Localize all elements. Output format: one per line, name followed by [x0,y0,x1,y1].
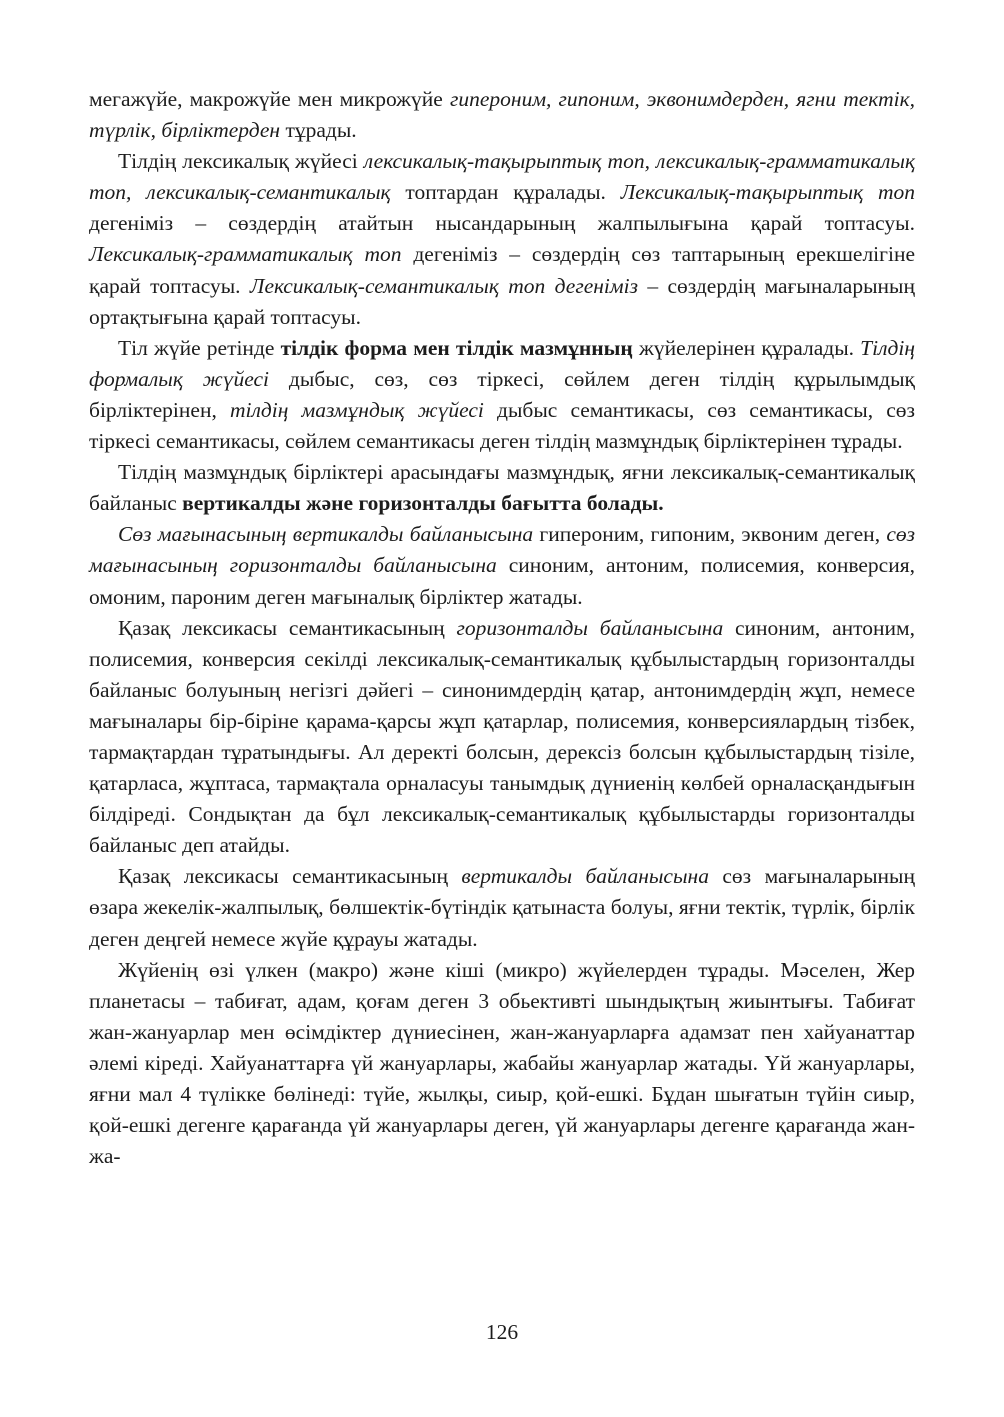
text-run: Қазақ лексикасы семантикасының [118,864,462,889]
text-run: – сөздердің мағыналарының ортақтығына қарай топтасуы. [89,273,915,329]
italic-text: тілдің мазмұндық жүйесі [229,397,484,422]
text-run: тұрады. [280,118,357,143]
italic-text: сөз мағынасының горизонталды байланысына [89,522,915,578]
text-run: Қазақ лексикасы семантикасының [118,615,457,640]
bold-text: вертикалды және горизонталды бағытта болады. [182,491,664,516]
paragraph [89,333,915,457]
paragraph [89,861,915,954]
italic-text: Лексикалық-тақырыптық топ [620,180,916,205]
italic-text: Лексикалық-семантикалық топ дегеніміз [249,273,638,298]
italic-text: горизонталды байланысына [456,615,724,640]
text-run: дегеніміз – сөздердің сөз таптарының ерекшелігіне қарай топтасуы. [89,242,916,298]
paragraph [89,457,915,519]
italic-text: Сөз мағынасының вертикалды байланысына [118,522,534,547]
text-run: жүйелерінен құралады. [632,335,861,360]
text-run: Тіл жүйе ретінде [118,335,281,360]
text-run: дыбыс, сөз, сөз тіркесі, сөйлем деген тілдің құрылымдық бірліктерінен, [89,366,916,422]
body-text [89,84,915,1172]
text-run: Тілдің мазмұндық бірліктері арасындағы мазмұндық, яғни лексикалық-семантикалық байланыс [89,460,915,516]
text-run: синоним, антоним, полисемия, конверсия секілді лексикалық-семантикалық құбылыстардың горизонталды байланыс болуының негізгі дәйегі – синонимдердің қатар, антонимдердің жұп, немесе мағыналары бір-біріне қарама-қарсы жұп қатарлар, полисемия, конверсиялардың тізбек, тармақтардан тұратындығы. Ал деректі болсын, дерексіз болсын құбылыстардың тізіле, қатарласа, жұптаса, тармақтала орналасуы танымдық дүниенің көлбей орналасқандығын білдіреді. Сондықтан да бұл лексикалық-семантикалық құбылыстарды горизонталды байланыс деп атайды. [89,615,915,858]
paragraph [89,146,915,333]
text-run: дыбыс семантикасы, сөз семантикасы, сөз тіркесі семантикасы, сөйлем семантикасы деген тілдің мазмұндық бірліктерінен тұрады. [89,397,915,454]
italic-text: Тілдің формалық жүйесі [89,335,915,391]
italic-text: Лексикалық-грамматикалық топ [89,242,402,267]
text-run: синоним, антоним, полисемия, конверсия, омоним, пароним деген мағыналық бірліктер жатады. [89,553,915,609]
text-run: Тілдің лексикалық жүйесі [118,149,364,174]
paragraph [89,613,915,862]
page-number: 126 [485,1320,519,1344]
text-run: дегеніміз – сөздердің атайтын нысандарының жалпылығына қарай топтасуы. [89,211,915,236]
text-run: топтардан құралады. [390,180,621,205]
paragraph [89,84,915,146]
italic-text: лексикалық-тақырыптық топ, лексикалық-грамматикалық топ, лексикалық-семантикалық [89,149,916,205]
text-run: Жүйенің өзі үлкен (макро) және кіші (микро) жүйелерден тұрады. Мәселен, Жер планетасы – табиғат, адам, қоғам деген 3 обьективті шындықтың жиынтығы. Табиғат жан-жануарлар мен өсімдіктер дүниесінен, жан-жануарларға адамзат пен хайуанаттар әлемі кіреді. Хайуанаттарға үй жануарлары, жабайы жануарлар жатады. Үй жануарлары, яғни мал 4 түлікке бөлінеді: түйе, жылқы, сиыр, қой-ешкі. Бұдан шығатын түйін сиыр, қой-ешкі дегенге қарағанда үй жануарлары деген, үй жануарлары дегенге қарағанда жан-жа- [89,957,915,1169]
italic-text: гипероним, гипоним, эквонимдерден, ягни тектік, түрлік, бірліктерден [89,87,916,143]
paragraph [89,955,915,1173]
paragraph [89,519,915,612]
text-run: мегажүйе, макрожүйе мен микрожүйе [89,87,450,111]
italic-text: вертикалды байланысына [461,864,709,889]
bold-text: тілдік форма мен тілдік мазмұнның [280,335,633,360]
text-run: сөз мағыналарының өзара жекелік-жалпылық, бөлшектік-бүтіндік қатынаста болуы, яғни тектік, түрлік, бірлік деген деңгей немесе жүйе құрауы жатады. [89,864,915,951]
text-run: гипероним, гипоним, эквоним деген, [533,522,887,547]
